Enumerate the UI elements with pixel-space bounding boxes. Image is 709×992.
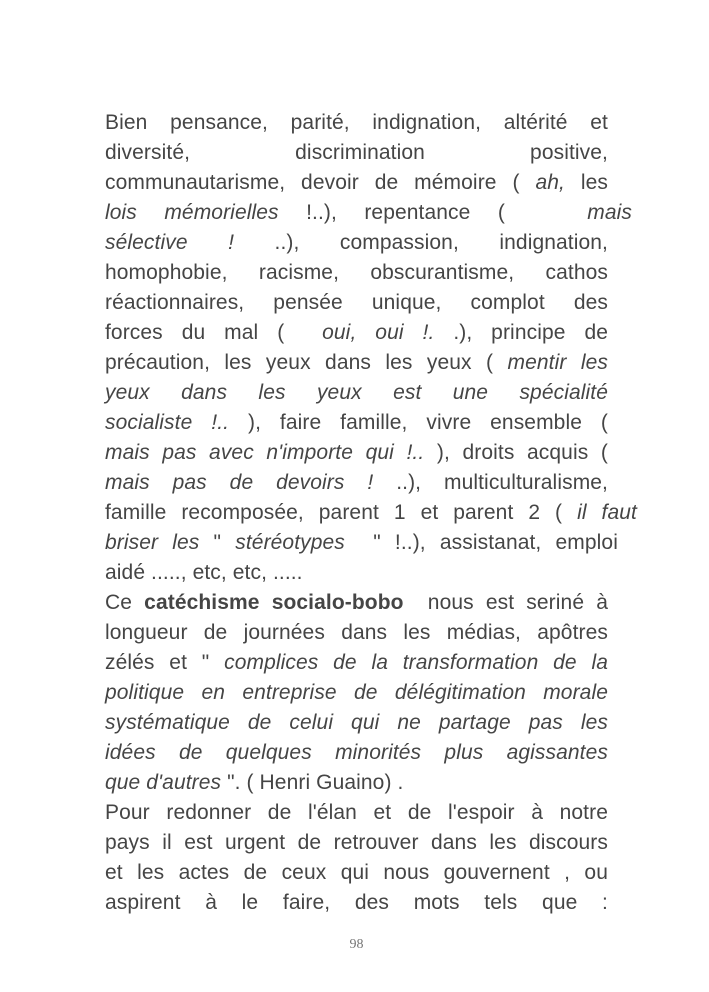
text-segment-normal: et les actes de ceux qui nous gouvernent , ou bbox=[105, 861, 608, 884]
text-segment-normal: famille recomposée, parent 1 et parent 2 ( bbox=[105, 501, 578, 524]
text-segment-normal: ), faire famille, vivre ensemble ( bbox=[229, 411, 608, 434]
text-segment-normal: Pour redonner de l'élan et de l'espoir à notre bbox=[105, 801, 608, 824]
text-segment-italic: que d'autres bbox=[105, 771, 222, 794]
page-number: 98 bbox=[349, 937, 364, 952]
text-segment-italic: systématique de celui qui ne partage pas les bbox=[105, 711, 608, 734]
text-line bbox=[105, 228, 608, 258]
text-segment-italic: idées de quelques minorités plus agissantes bbox=[105, 741, 608, 764]
text-line bbox=[105, 708, 608, 738]
text-segment-italic: sélective ! bbox=[105, 231, 235, 254]
text-segment-normal: homophobie, racisme, obscurantisme, cathos bbox=[105, 261, 608, 284]
text-segment-normal: les bbox=[564, 171, 608, 194]
text-line bbox=[105, 198, 632, 228]
text-segment-italic: mais pas avec n'importe qui !.. bbox=[105, 441, 425, 464]
text-line bbox=[105, 648, 608, 678]
text-segment-italic: stéréotypes bbox=[235, 531, 345, 554]
text-segment-italic: lois mémorielles bbox=[105, 201, 279, 224]
text-segment-normal: " !..), assistanat, emploi bbox=[344, 531, 618, 554]
text-segment-normal: aspirent à le faire, des mots tels que : bbox=[105, 891, 608, 914]
text-segment-normal: ". ( Henri Guaino) . bbox=[221, 771, 404, 794]
text-segment-italic: oui, oui !. bbox=[322, 321, 435, 344]
text-line bbox=[105, 828, 608, 858]
text-segment-normal: " bbox=[199, 531, 236, 554]
text-segment-normal: ..), compassion, indignation, bbox=[234, 231, 608, 254]
text-line bbox=[105, 678, 608, 708]
text-segment-normal: précaution, les yeux dans les yeux ( bbox=[105, 351, 508, 374]
text-line bbox=[105, 738, 608, 768]
text-line bbox=[105, 618, 608, 648]
text-segment-italic: mentir les bbox=[507, 351, 608, 374]
text-segment-normal: .), principe de bbox=[434, 321, 608, 344]
text-line bbox=[105, 408, 608, 438]
text-line bbox=[105, 318, 608, 348]
text-line bbox=[105, 108, 608, 138]
text-segment-italic: complices de la transformation de la bbox=[224, 651, 608, 674]
text-segment-italic: briser les bbox=[105, 531, 200, 554]
text-line bbox=[105, 498, 637, 528]
text-segment-normal: réactionnaires, pensée unique, complot des bbox=[105, 291, 608, 314]
text-segment-italic: socialiste !.. bbox=[105, 411, 230, 434]
text-segment-normal: aidé ....., etc, etc, ..... bbox=[105, 561, 303, 584]
text-line bbox=[105, 258, 608, 288]
text-line bbox=[105, 888, 608, 918]
text-segment-normal: diversité, discrimination positive, bbox=[105, 141, 608, 164]
text-segment-normal: Ce bbox=[105, 591, 145, 614]
text-segment-normal: !..), repentance ( bbox=[278, 201, 588, 224]
text-line bbox=[105, 468, 608, 498]
text-segment-normal: ..), multiculturalisme, bbox=[373, 471, 608, 494]
text-segment-italic: mais bbox=[587, 201, 632, 224]
text-line bbox=[105, 438, 608, 468]
text-block bbox=[105, 108, 637, 918]
text-segment-italic: politique en entreprise de délégitimation morale bbox=[105, 681, 608, 704]
text-line bbox=[105, 348, 608, 378]
text-segment-normal: forces du mal ( bbox=[105, 321, 323, 344]
text-segment-normal: ), droits acquis ( bbox=[424, 441, 608, 464]
text-line bbox=[105, 378, 608, 408]
text-line bbox=[105, 168, 608, 198]
text-segment-normal: pays il est urgent de retrouver dans les discours bbox=[105, 831, 608, 854]
text-segment-italic: yeux dans les yeux est une spécialité bbox=[105, 381, 608, 404]
text-line bbox=[105, 798, 608, 828]
text-segment-bold: catéchisme socialo-bobo bbox=[144, 591, 404, 614]
text-line bbox=[105, 768, 608, 798]
text-segment-normal: Bien pensance, parité, indignation, altérité et bbox=[105, 111, 608, 134]
text-line bbox=[105, 288, 608, 318]
text-line bbox=[105, 528, 618, 558]
text-segment-italic: mais pas de devoirs ! bbox=[105, 471, 374, 494]
text-segment-italic: il faut bbox=[577, 501, 637, 524]
text-line bbox=[105, 558, 608, 588]
text-segment-italic: ah, bbox=[535, 171, 565, 194]
text-line bbox=[105, 588, 608, 618]
text-segment-normal: nous est seriné à bbox=[403, 591, 608, 614]
text-segment-normal: longueur de journées dans les médias, apôtres bbox=[105, 621, 608, 644]
text-line bbox=[105, 138, 608, 168]
text-line bbox=[105, 858, 608, 888]
text-segment-normal: communautarisme, devoir de mémoire ( bbox=[105, 171, 536, 194]
text-segment-normal: zélés et " bbox=[105, 651, 225, 674]
